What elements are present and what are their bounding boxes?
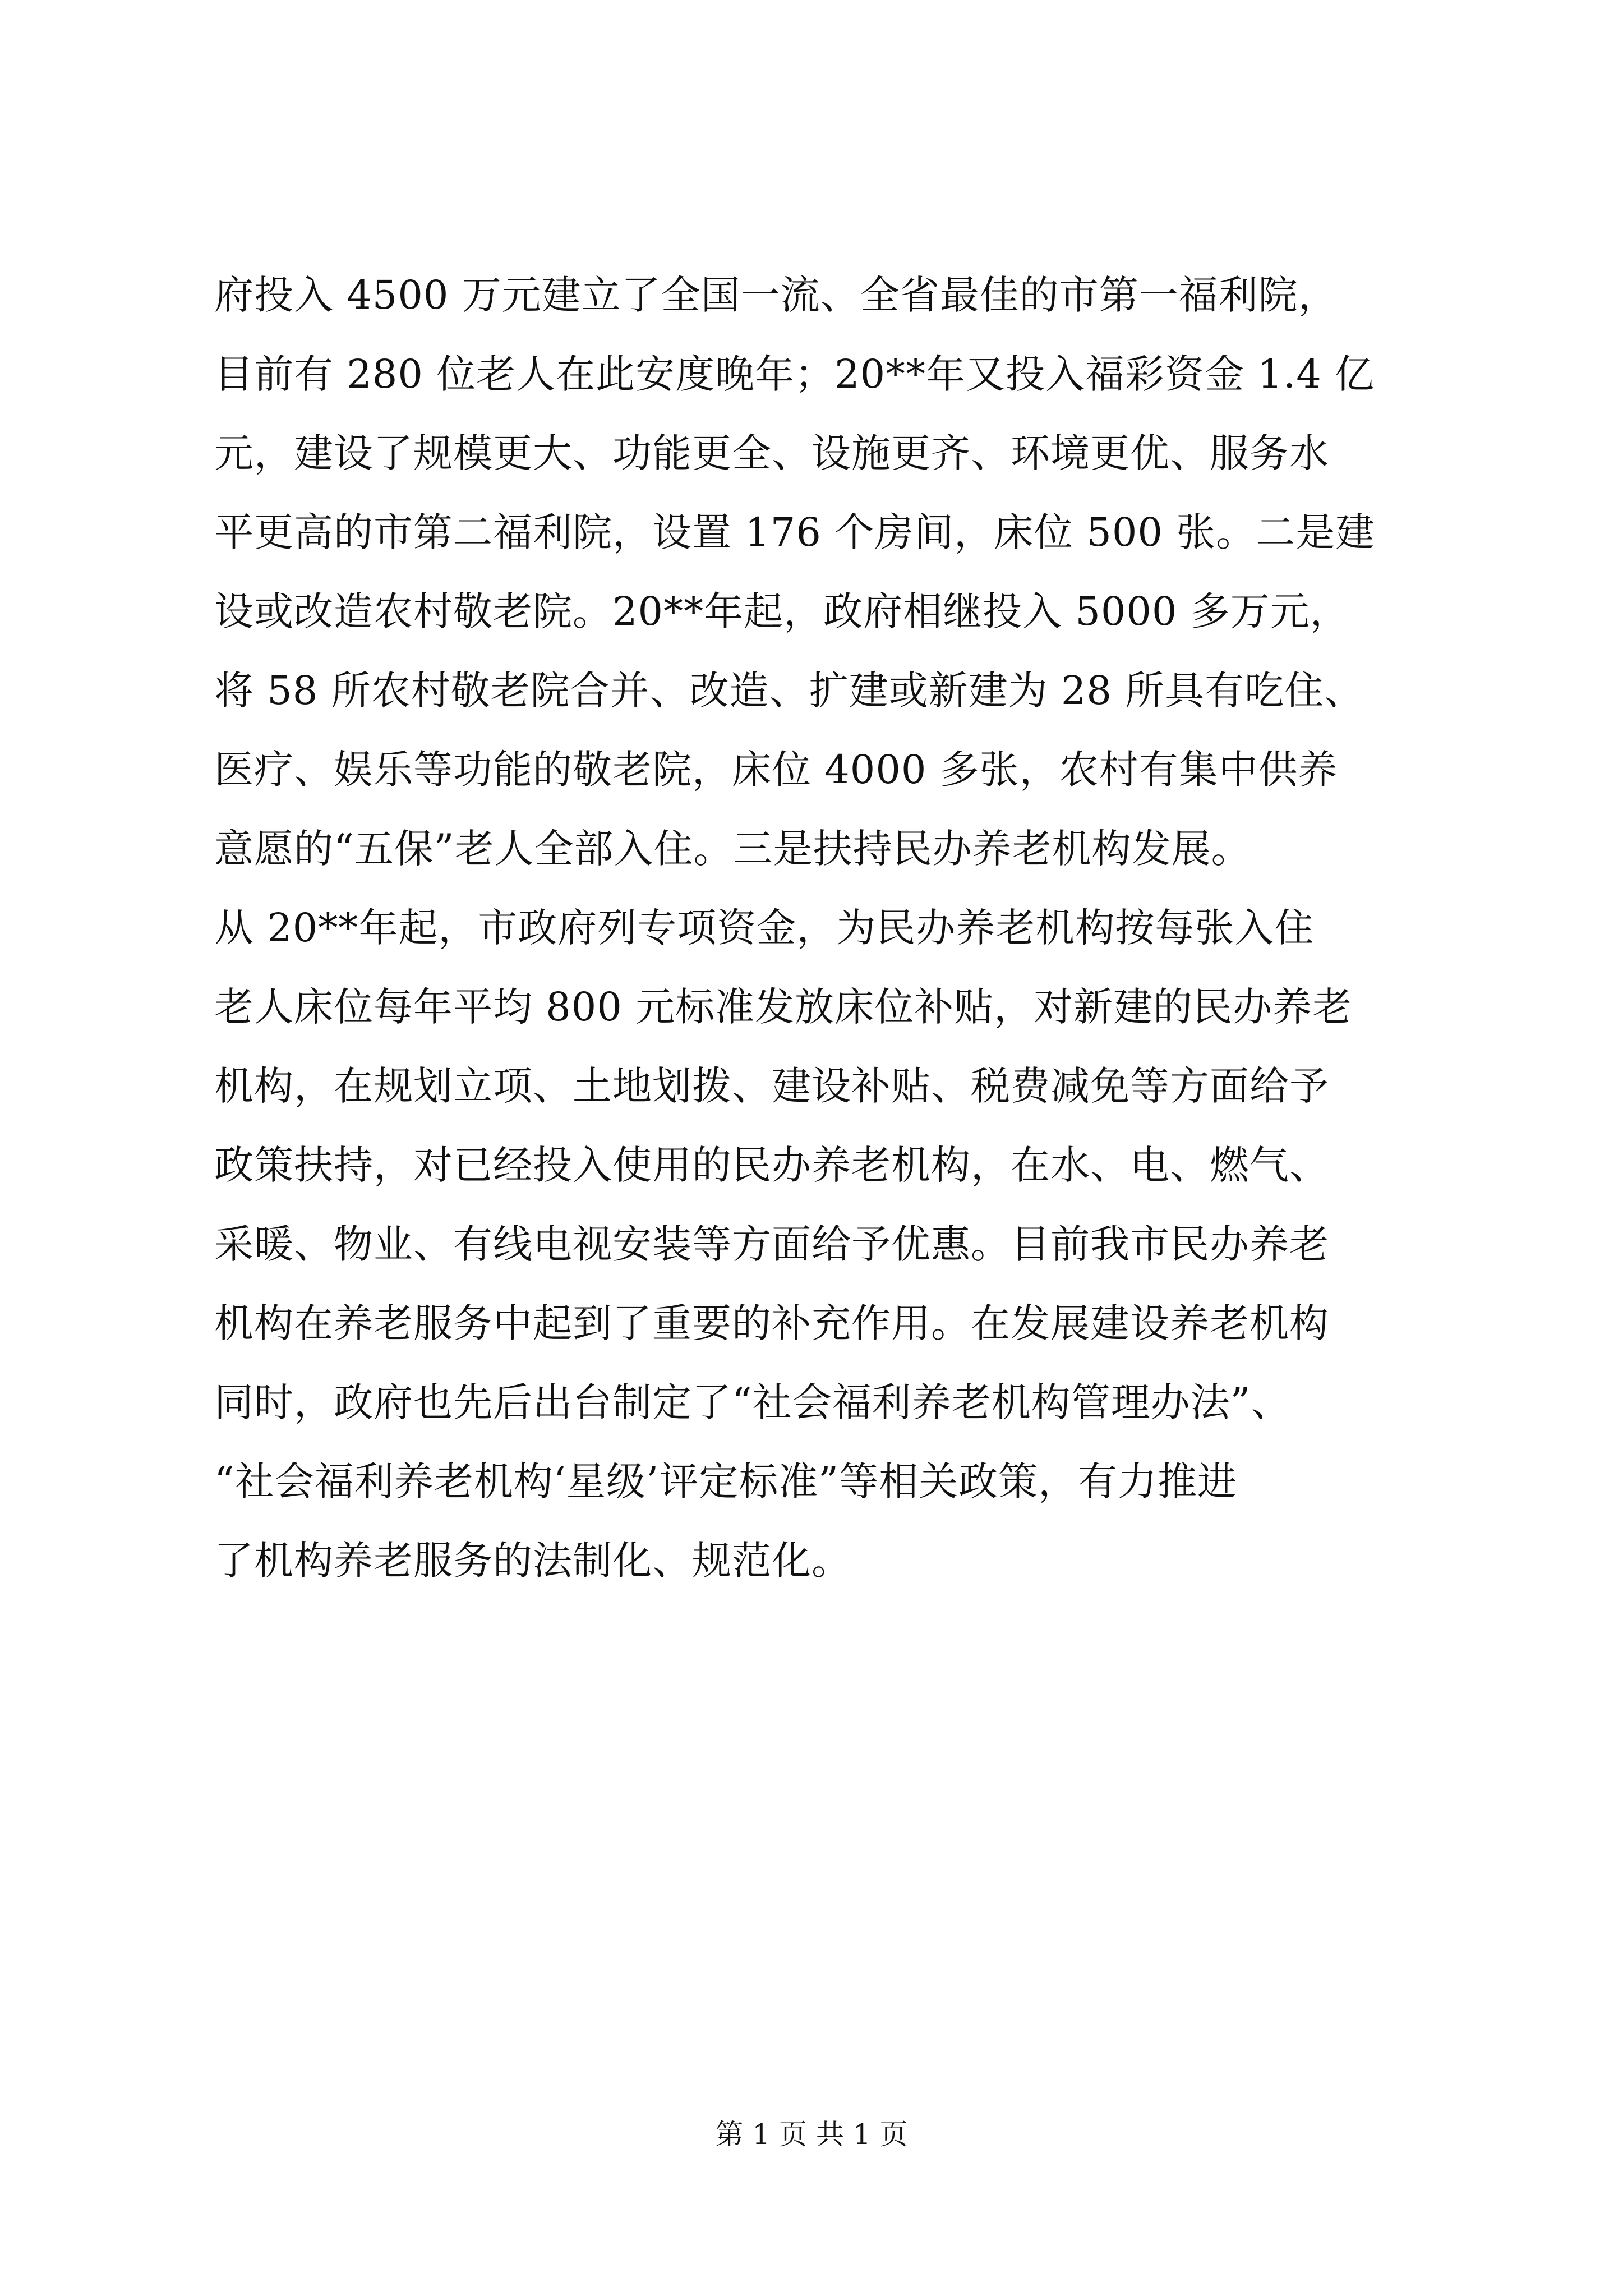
text-line: 设或改造农村敬老院。20**年起，政府相继投入 5000 多万元， (214, 588, 1350, 634)
text-line: 机构在养老服务中起到了重要的补充作用。在发展建设养老机构 (214, 1300, 1329, 1346)
text-line: 同时，政府也先后出台制定了“社会福利养老机构管理办法”、 (214, 1379, 1291, 1425)
text-line: 平更高的市第二福利院，设置 176 个房间，床位 500 张。二是建 (214, 509, 1376, 555)
text-line: 医疗、娱乐等功能的敬老院，床位 4000 多张，农村有集中供养 (214, 747, 1338, 793)
body-paragraph (214, 256, 1470, 1600)
page-footer (0, 2115, 1623, 2154)
text-line: 府投入 4500 万元建立了全国一流、全省最佳的市第一福利院， (214, 272, 1338, 318)
text-line: 意愿的“五保”老人全部入住。三是扶持民办养老机构发展。 (214, 826, 1251, 872)
text-line: 将 58 所农村敬老院合并、改造、扩建或新建为 28 所具有吃住、 (214, 668, 1364, 714)
text-line: 机构，在规划立项、土地划拨、建设补贴、税费减免等方面给予 (214, 1063, 1329, 1109)
text-line: 元，建设了规模更大、功能更全、设施更齐、环境更优、服务水 (214, 430, 1329, 476)
text-line: 采暖、物业、有线电视安装等方面给予优惠。目前我市民办养老 (214, 1221, 1329, 1267)
text-line: 了机构养老服务的法制化、规范化。 (214, 1538, 851, 1584)
text-line: 从 20**年起，市政府列专项资金，为民办养老机构按每张入住 (214, 905, 1315, 951)
page-number-label: 第 1 页 共 1 页 (715, 2118, 908, 2151)
text-line: “社会福利养老机构‘星级’评定标准”等相关政策，有力推进 (214, 1458, 1238, 1504)
text-line: 政策扶持，对已经投入使用的民办养老机构，在水、电、燃气、 (214, 1142, 1329, 1188)
text-line: 老人床位每年平均 800 元标准发放床位补贴，对新建的民办养老 (214, 984, 1353, 1030)
text-line: 目前有 280 位老人在此安度晚年；20**年又投入福彩资金 1.4 亿 (214, 351, 1375, 397)
